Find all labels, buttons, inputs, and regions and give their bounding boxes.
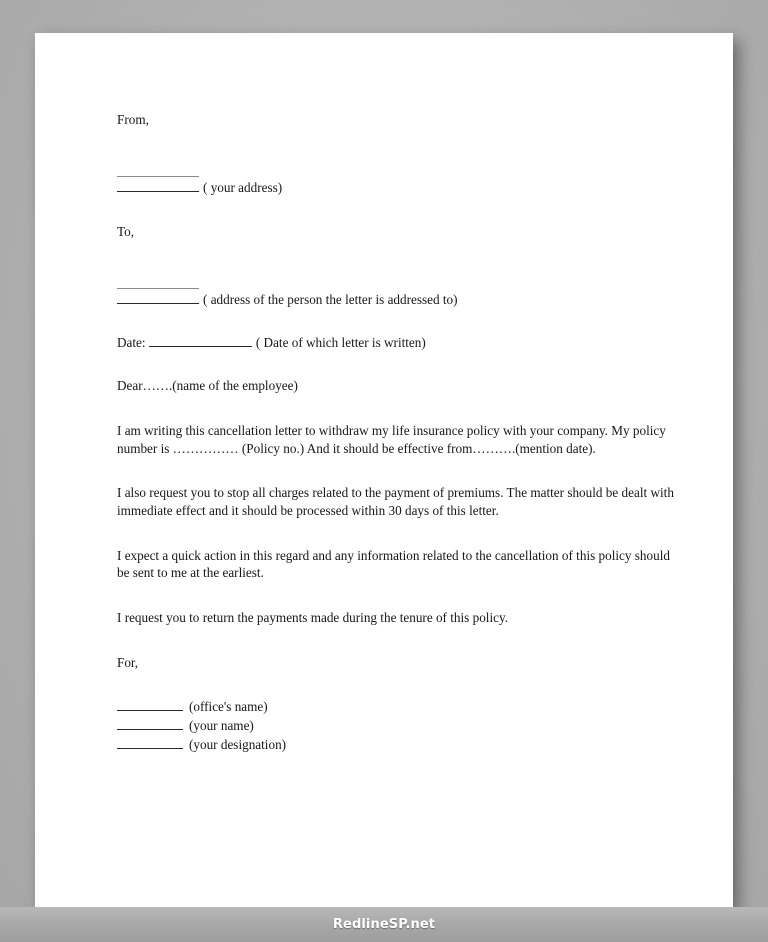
spacer bbox=[117, 671, 677, 698]
watermark-text: RedlineSP.net bbox=[332, 917, 436, 932]
date-note: ( Date of which letter is written) bbox=[255, 334, 426, 350]
closing-label: For, bbox=[117, 654, 139, 670]
body-paragraph-4: I request you to return the payments made during the tenure of this policy. bbox=[117, 610, 509, 626]
date-label: Date: bbox=[117, 334, 146, 350]
from-address-line-1 bbox=[117, 165, 677, 181]
fill-in-rule[interactable] bbox=[117, 710, 183, 711]
to-label: To, bbox=[117, 223, 135, 239]
date-row bbox=[117, 335, 677, 351]
spacer bbox=[117, 196, 677, 223]
spacer bbox=[117, 241, 677, 277]
signature-block bbox=[117, 698, 677, 754]
fill-in-rule[interactable] bbox=[117, 729, 183, 730]
from-address-line-2 bbox=[117, 180, 677, 196]
spacer bbox=[117, 308, 677, 335]
to-address-line-1 bbox=[117, 277, 677, 293]
fill-in-rule[interactable] bbox=[117, 176, 199, 177]
spacer bbox=[117, 350, 677, 377]
spacer bbox=[117, 457, 677, 484]
fill-in-rule[interactable] bbox=[117, 748, 183, 749]
letter-body bbox=[117, 111, 677, 755]
letter-sheet bbox=[35, 33, 733, 907]
from-address-note: ( your address) bbox=[203, 180, 283, 196]
from-label: From, bbox=[117, 112, 149, 127]
date-fill-in-rule[interactable] bbox=[149, 346, 252, 347]
signature-label: (office's name) bbox=[189, 699, 268, 715]
signature-row bbox=[117, 698, 677, 717]
spacer bbox=[117, 129, 677, 165]
body-paragraph-3: I expect a quick action in this regard and any information related to the cancellation of this policy should be sent to me at the earliest. bbox=[117, 547, 670, 581]
body-paragraph-2: I also request you to stop all charges related to the payment of premiums. The matter should be dealt with immediate effect and it should be processed within 30 days of this letter. bbox=[117, 485, 674, 519]
fill-in-rule[interactable] bbox=[117, 303, 199, 304]
to-address-line-2 bbox=[117, 292, 677, 308]
fill-in-rule[interactable] bbox=[117, 191, 199, 192]
spacer bbox=[117, 582, 677, 609]
body-paragraph-1: I am writing this cancellation letter to withdraw my life insurance policy with your company. My policy number is …………… (Policy no.) And it should be effective from……….(mention date). bbox=[117, 422, 666, 456]
spacer bbox=[117, 395, 677, 422]
spacer bbox=[117, 627, 677, 654]
signature-label: (your designation) bbox=[189, 736, 287, 752]
salutation: Dear…….(name of the employee) bbox=[117, 378, 298, 394]
signature-row bbox=[117, 736, 677, 755]
fill-in-rule[interactable] bbox=[117, 288, 199, 289]
watermark-bar bbox=[0, 907, 768, 942]
signature-row bbox=[117, 717, 677, 736]
to-address-note: ( address of the person the letter is addressed to) bbox=[203, 292, 458, 308]
signature-label: (your name) bbox=[189, 718, 254, 734]
spacer bbox=[117, 520, 677, 547]
